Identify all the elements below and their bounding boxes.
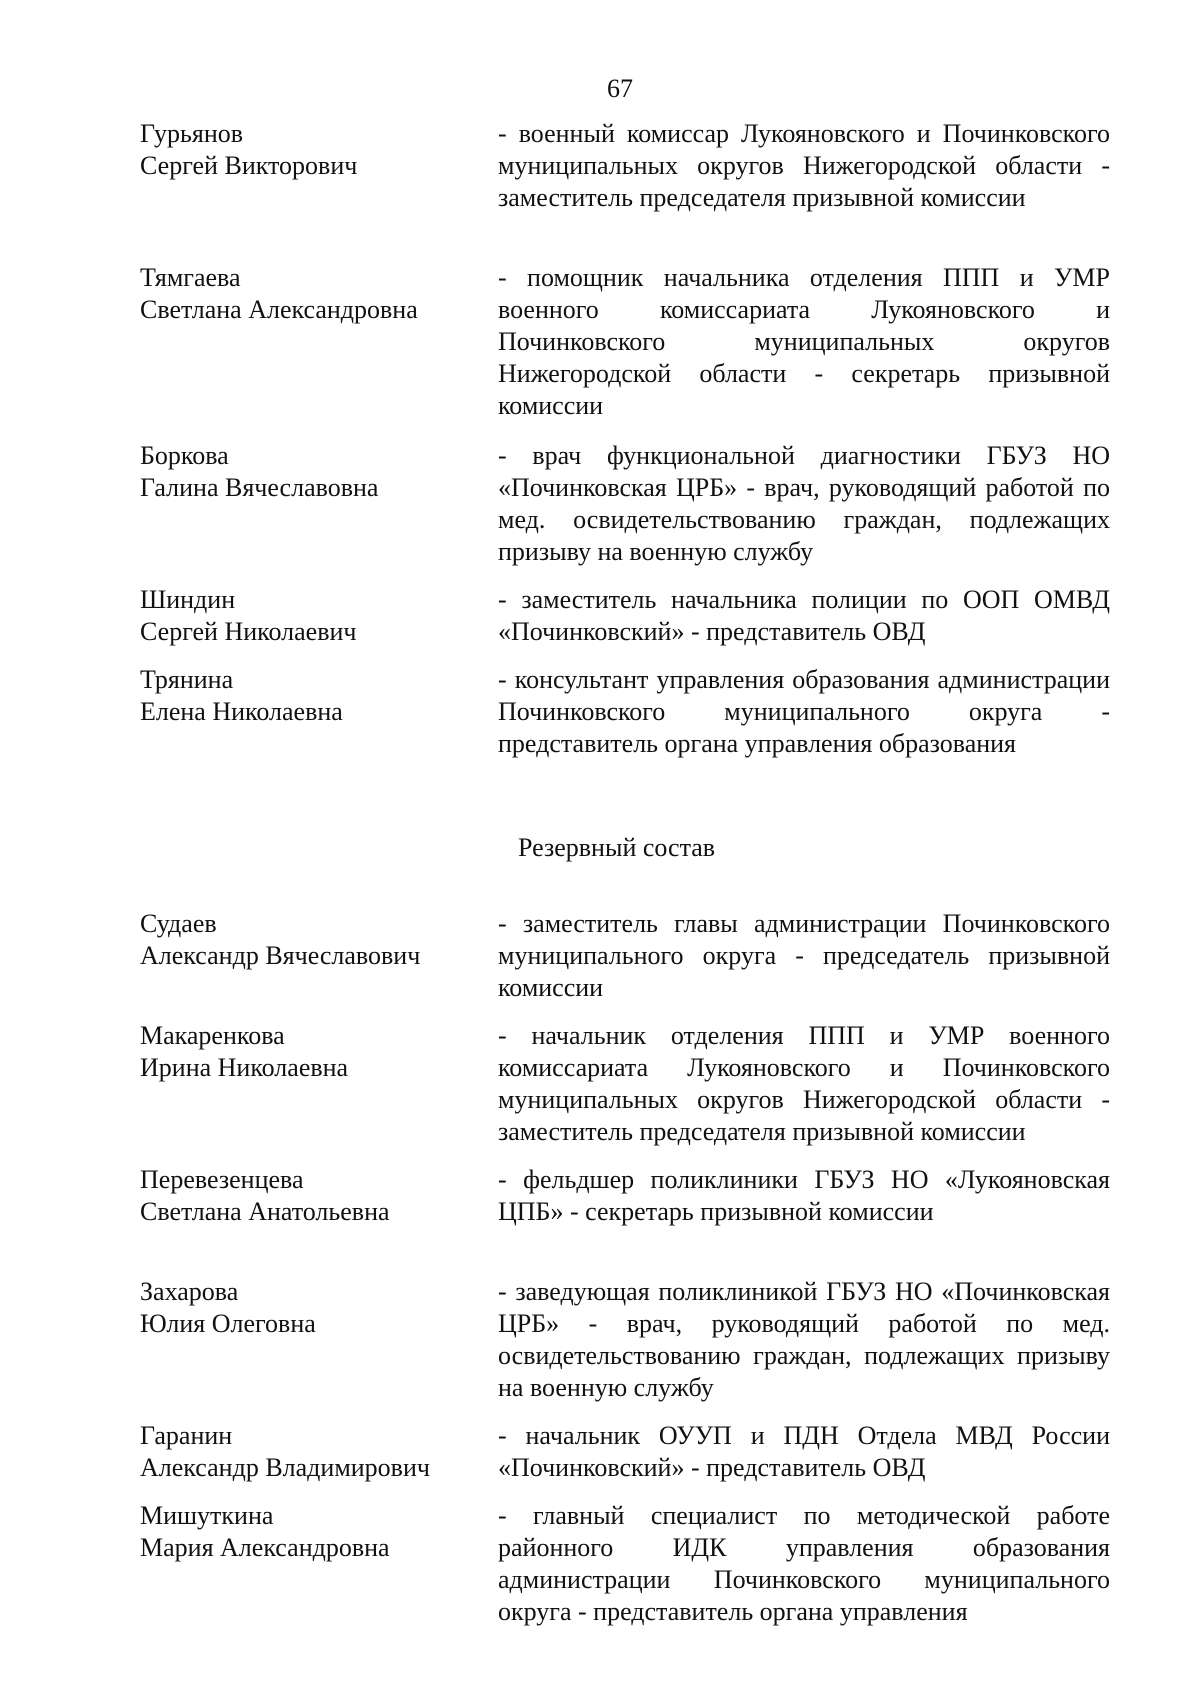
member-name [140,262,498,422]
member-entry [140,664,1110,760]
member-given-name: Елена Николаевна [140,697,343,726]
member-entry [140,584,1110,648]
member-surname: Судаев [140,909,217,938]
member-surname: Мишуткина [140,1501,274,1530]
member-given-name: Галина Вячеславовна [140,473,379,502]
reserve-member-entry [140,1500,1110,1628]
reserve-member-entry [140,1020,1110,1148]
reserve-section-title: Резервный состав [518,833,716,862]
reserve-member-entry [140,908,1110,1004]
member-role: - начальник ОУУП и ПДН Отдела МВД России «Починковский» - представитель ОВД [498,1421,1110,1482]
member-surname: Гурьянов [140,119,244,148]
member-surname: Гаранин [140,1421,233,1450]
member-given-name: Светлана Анатольевна [140,1197,390,1226]
member-role: - главный специалист по методической работе районного ИДК управления образования администрации Починковского муниципального округа - представитель органа управления [498,1501,1110,1626]
member-entry [140,118,1110,214]
member-role: - фельдшер поликлиники ГБУЗ НО «Лукояновская ЦПБ» - секретарь призывной комиссии [498,1165,1110,1226]
reserve-member-entry [140,1420,1110,1484]
member-given-name: Сергей Викторович [140,151,358,180]
member-surname: Боркова [140,441,229,470]
member-entry [140,440,1110,568]
reserve-member-entry [140,1164,1110,1228]
member-name [140,908,498,1004]
member-surname: Захарова [140,1277,239,1306]
member-given-name: Юлия Олеговна [140,1309,316,1338]
member-surname: Шиндин [140,585,236,614]
member-entry [140,262,1110,422]
member-name [140,1164,498,1228]
member-surname: Перевезенцева [140,1165,304,1194]
page-number: 67 [607,74,633,103]
member-given-name: Ирина Николаевна [140,1053,349,1082]
member-given-name: Сергей Николаевич [140,617,357,646]
member-role: - заместитель начальника полиции по ООП ОМВД «Починковский» - представитель ОВД [498,585,1110,646]
member-name [140,1276,498,1404]
member-given-name: Мария Александровна [140,1533,390,1562]
member-name [140,1500,498,1628]
member-given-name: Александр Владимирович [140,1453,430,1482]
reserve-member-entry [140,1276,1110,1404]
member-name [140,1420,498,1484]
member-given-name: Александр Вячеславович [140,941,421,970]
member-role: - заместитель главы администрации Починковского муниципального округа - председатель призывной комиссии [498,909,1110,1002]
member-role: - начальник отделения ППП и УМР военного комиссариата Лукояновского и Починковского муниципальных округов Нижегородской области - заместитель председателя призывной комиссии [498,1021,1110,1146]
member-name [140,118,498,214]
member-name [140,1020,498,1148]
member-surname: Тямгаева [140,263,241,292]
member-role: - консультант управления образования администрации Починковского муниципального округа - представитель органа управления образования [498,665,1110,758]
member-name [140,664,498,760]
member-role: - врач функциональной диагностики ГБУЗ НО «Починковская ЦРБ» - врач, руководящий работой по мед. освидетельствованию граждан, подлежащих призыву на военную службу [498,441,1110,566]
member-role: - военный комиссар Лукояновского и Починковского муниципальных округов Нижегородской области - заместитель председателя призывной комиссии [498,119,1110,212]
member-surname: Трянина [140,665,234,694]
member-role: - заведующая поликлиникой ГБУЗ НО «Починковская ЦРБ» - врач, руководящий работой по мед. освидетельствованию граждан, подлежащих призыву на военную службу [498,1277,1110,1402]
member-given-name: Светлана Александровна [140,295,418,324]
member-surname: Макаренкова [140,1021,285,1050]
member-name [140,440,498,568]
member-name [140,584,498,648]
member-role: - помощник начальника отделения ППП и УМР военного комиссариата Лукояновского и Починковского муниципальных округов Нижегородской области - секретарь призывной комиссии [498,263,1110,420]
